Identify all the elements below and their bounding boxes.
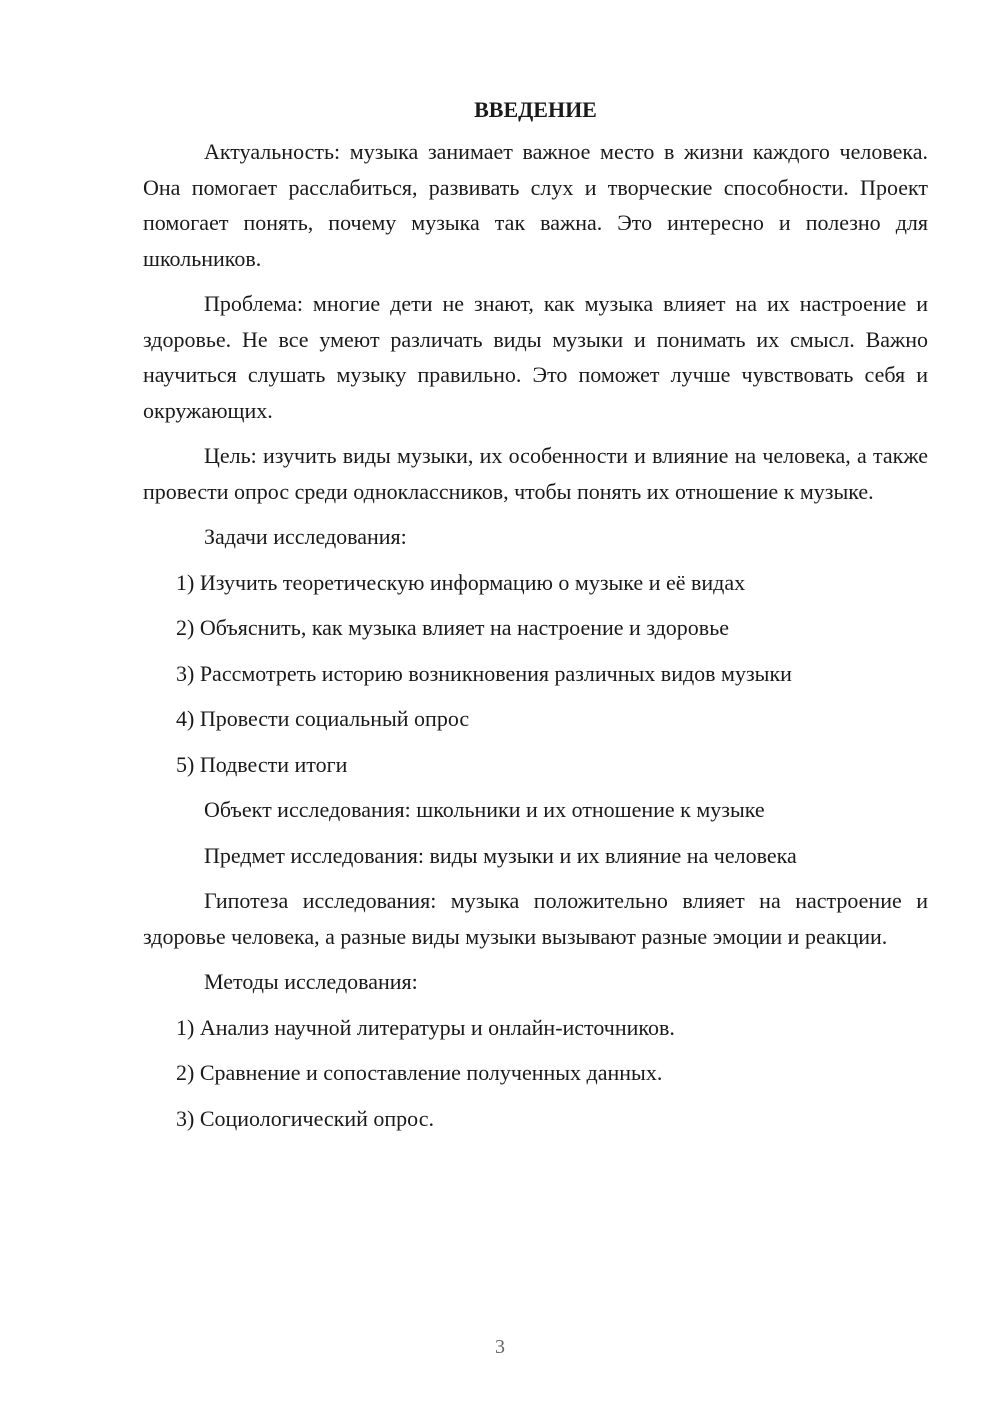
goal-paragraph: Цель: изучить виды музыки, их особенности и влияние на человека, а также провести опрос среди одноклассников, чтобы понять их отношение к музыке. [143, 443, 928, 504]
section-title: ВВЕДЕНИЕ [474, 97, 597, 122]
relevance-paragraph: Актуальность: музыка занимает важное место в жизни каждого человека. Она помогает расслабиться, развивать слух и творческие способности. Проект помогает понять, почему музыка так важна. Это интересно и полезно для школьников. [143, 139, 928, 271]
page-number: 3 [495, 1336, 505, 1358]
document-page [143, 92, 928, 1146]
method-item-2: 2) Сравнение и сопоставление полученных данных. [176, 1060, 663, 1085]
task-item-2: 2) Объяснить, как музыка влияет на настроение и здоровье [176, 615, 729, 640]
task-item-3: 3) Рассмотреть историю возникновения различных видов музыки [176, 660, 792, 686]
tasks-heading: Задачи исследования: [204, 524, 407, 549]
method-item-1: 1) Анализ научной литературы и онлайн-источников. [176, 1014, 675, 1040]
method-item-3: 3) Социологический опрос. [176, 1105, 434, 1131]
research-object: Объект исследования: школьники и их отношение к музыке [204, 797, 765, 822]
methods-heading: Методы исследования: [204, 969, 418, 994]
problem-paragraph: Проблема: многие дети не знают, как музыка влияет на их настроение и здоровье. Не все умеют различать виды музыки и понимать их смысл. Важно научиться слушать музыку правильно. Это поможет лучше чувствовать себя и окружающих. [143, 291, 928, 423]
task-item-1: 1) Изучить теоретическую информацию о музыке и её видах [176, 569, 746, 595]
research-hypothesis: Гипотеза исследования: музыка положительно влияет на настроение и здоровье человека, а разные виды музыки вызывают разные эмоции и реакции. [143, 888, 928, 949]
task-item-4: 4) Провести социальный опрос [176, 706, 470, 731]
research-subject: Предмет исследования: виды музыки и их влияние на человека [204, 842, 797, 868]
task-item-5: 5) Подвести итоги [176, 751, 348, 777]
